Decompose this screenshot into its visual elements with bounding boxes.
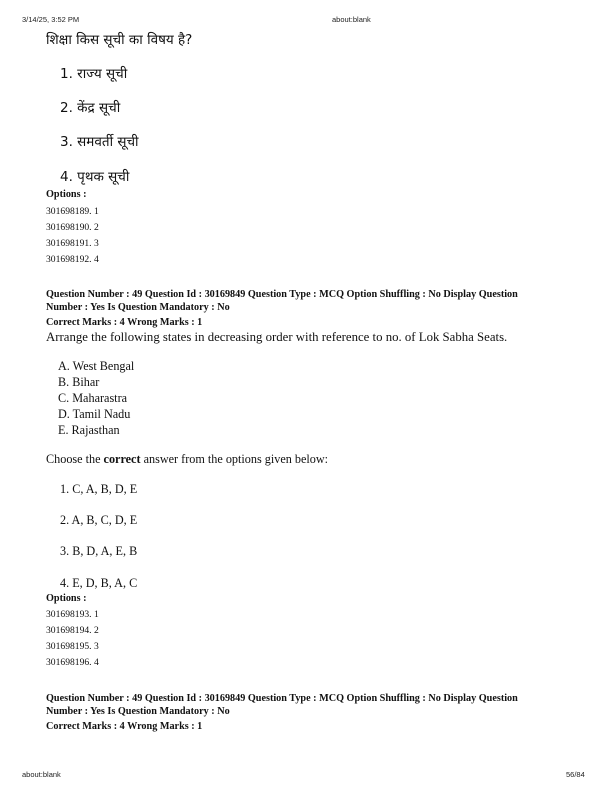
- q2-choice-2: 2. A, B, C, D, E: [60, 513, 138, 527]
- q2-option-id-3: 301698195. 3: [46, 641, 99, 652]
- q3-meta-line-1: Question Number : 49 Question Id : 30169849 Question Type : MCQ Option Shuffling : No Display Question: [46, 693, 518, 704]
- print-title: about:blank: [332, 15, 371, 24]
- q3-marks: Correct Marks : 4 Wrong Marks : 1: [46, 721, 203, 732]
- q1-choice-3: 3. समवर्ती सूची: [60, 134, 139, 150]
- print-page-number: 56/84: [566, 770, 585, 779]
- q2-statement-e: E. Rajasthan: [58, 423, 120, 437]
- q2-statement-c: C. Maharastra: [58, 391, 128, 405]
- q1-option-id-1: 301698189. 1: [46, 206, 99, 217]
- q2-statement-a: A. West Bengal: [58, 359, 135, 373]
- q2-choice-3: 3. B, D, A, E, B: [60, 544, 138, 558]
- q2-statement-d: D. Tamil Nadu: [58, 407, 131, 421]
- q1-question-text: शिक्षा किस सूची का विषय है?: [46, 32, 193, 48]
- print-datetime: 3/14/25, 3:52 PM: [22, 15, 80, 24]
- q2-marks: Correct Marks : 4 Wrong Marks : 1: [46, 317, 203, 328]
- q2-instruction-pre: Choose the: [46, 452, 104, 466]
- q2-instruction-post: answer from the options given below:: [140, 452, 329, 466]
- q1-options-label: Options :: [46, 189, 87, 200]
- q2-meta-line-2: Number : Yes Is Question Mandatory : No: [46, 302, 230, 313]
- q1-choice-4: 4. पृथक सूची: [60, 169, 130, 185]
- q1-choice-1: 1. राज्य सूची: [60, 66, 128, 82]
- q2-meta-line-1: Question Number : 49 Question Id : 30169849 Question Type : MCQ Option Shuffling : No Display Question: [46, 289, 518, 300]
- q2-question-text: Arrange the following states in decreasing order with reference to no. of Lok Sabha Seats.: [46, 330, 508, 344]
- q2-instruction-bold: correct: [103, 452, 141, 466]
- print-footer-url: about:blank: [22, 770, 61, 779]
- q2-option-id-4: 301698196. 4: [46, 657, 99, 668]
- q1-option-id-2: 301698190. 2: [46, 222, 99, 233]
- q1-option-id-3: 301698191. 3: [46, 238, 99, 249]
- q1-option-id-4: 301698192. 4: [46, 254, 99, 265]
- q2-choice-1: 1. C, A, B, D, E: [60, 482, 138, 496]
- q3-meta-line-2: Number : Yes Is Question Mandatory : No: [46, 706, 230, 717]
- q2-statement-b: B. Bihar: [58, 375, 100, 389]
- q2-option-id-2: 301698194. 2: [46, 625, 99, 636]
- q2-meta: [46, 288, 566, 329]
- q2-instruction: [46, 452, 328, 467]
- q1-choice-2: 2. केंद्र सूची: [60, 100, 121, 116]
- q2-options-label: Options :: [46, 593, 87, 604]
- q3-meta: [46, 692, 566, 733]
- q2-option-id-1: 301698193. 1: [46, 609, 99, 620]
- q2-choice-4: 4. E, D, B, A, C: [60, 576, 138, 590]
